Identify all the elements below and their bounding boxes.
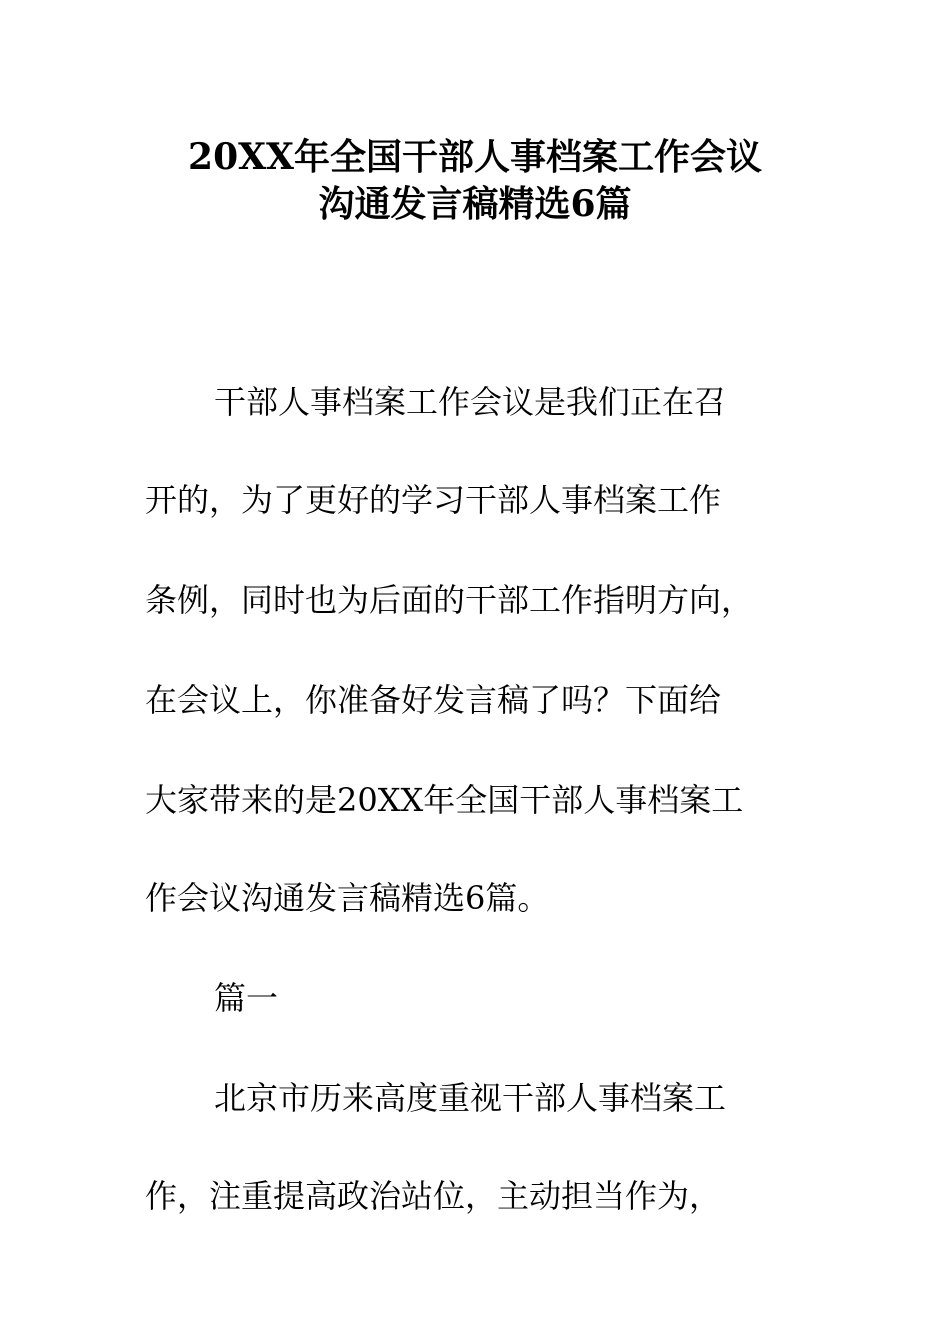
paragraph-line-4: 在会议上，你准备好发言稿了吗？下面给	[145, 681, 722, 719]
paragraph-line-7: 北京市历来高度重视干部人事档案工	[214, 1079, 727, 1117]
paragraph-line-3: 条例，同时也为后面的干部工作指明方向，	[145, 581, 754, 619]
document-title-line-2: 沟通发言稿精选6篇	[318, 183, 632, 225]
paragraph-line-6: 作会议沟通发言稿精选6篇。	[145, 879, 550, 917]
paragraph-line-1: 干部人事档案工作会议是我们正在召	[214, 383, 727, 421]
paragraph-line-2: 开的，为了更好的学习干部人事档案工作	[145, 481, 722, 519]
paragraph-line-5: 大家带来的是20XX年全国干部人事档案工	[145, 781, 744, 819]
section-heading: 篇一	[214, 979, 279, 1017]
paragraph-line-8: 作，注重提高政治站位，主动担当作为，	[145, 1177, 722, 1215]
document-title-line-1: 20XX年全国干部人事档案工作会议	[188, 136, 762, 178]
